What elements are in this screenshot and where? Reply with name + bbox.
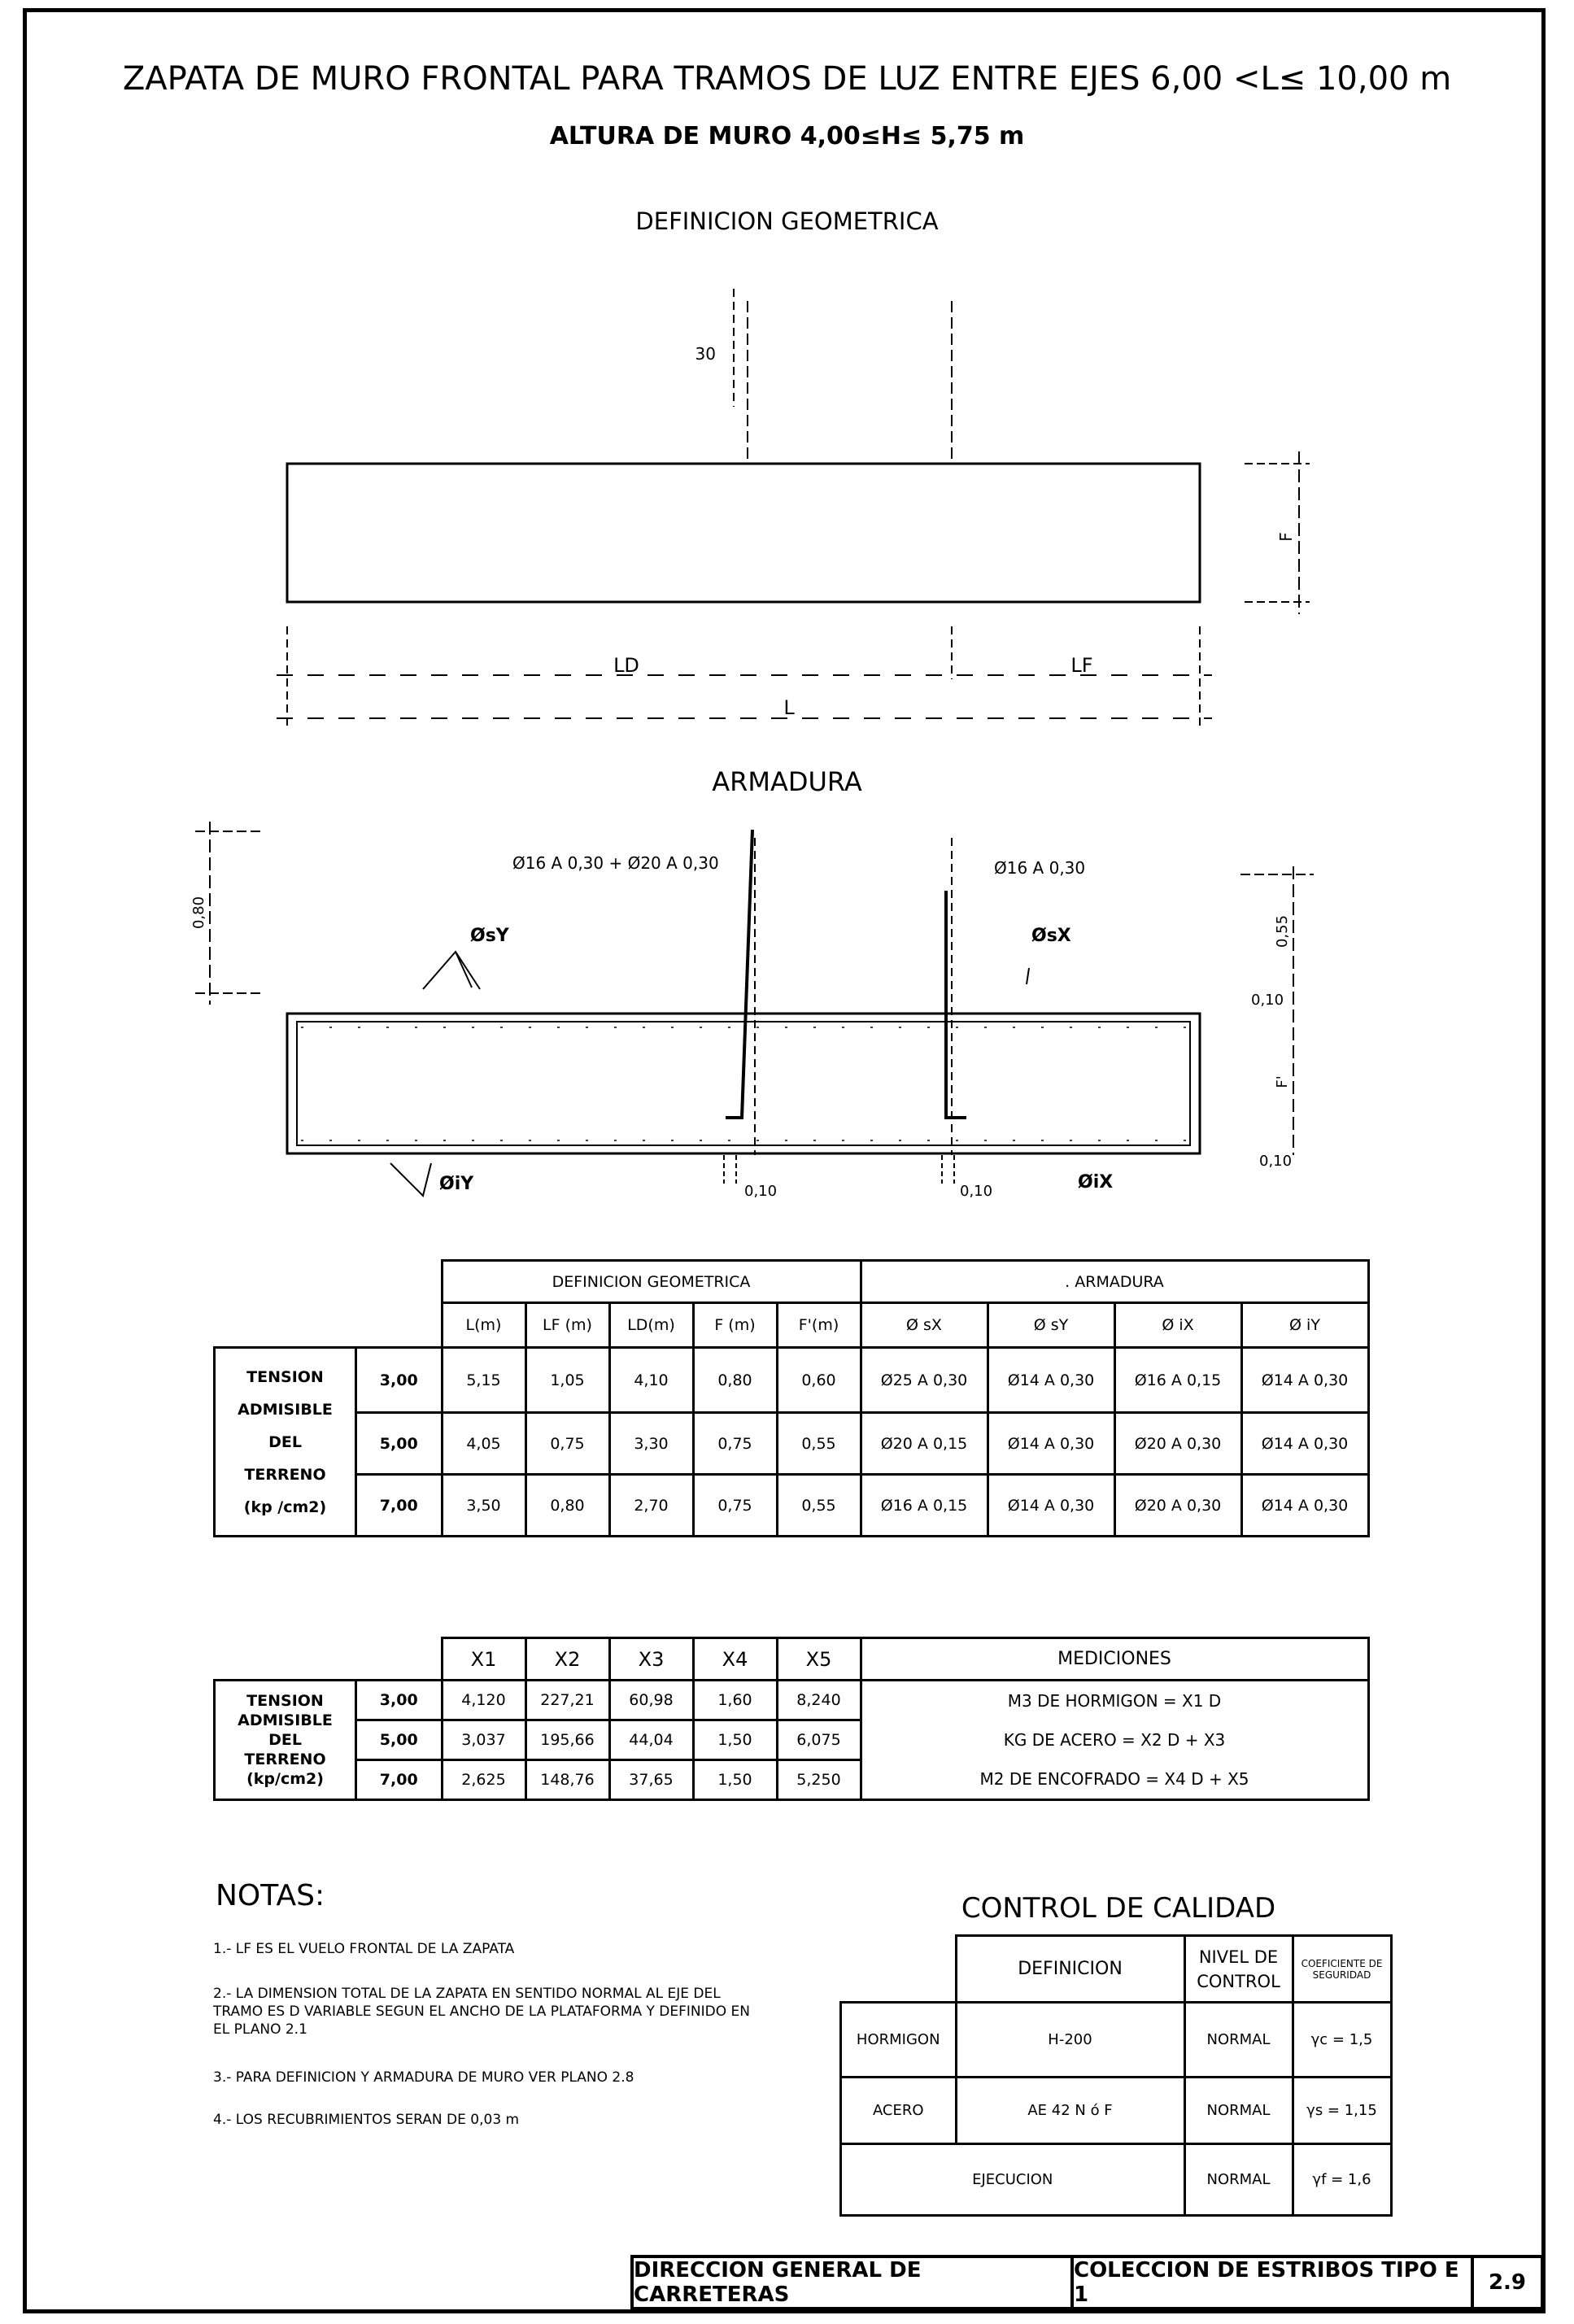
table-cell: 6,075 xyxy=(777,1720,861,1760)
table-cell: 0,55 xyxy=(777,1475,861,1537)
table-cell: 4,05 xyxy=(442,1413,525,1475)
col-header: Ø sX xyxy=(861,1303,988,1348)
tension-value: 3,00 xyxy=(356,1348,443,1413)
table-cell: 3,037 xyxy=(442,1720,525,1760)
titleblock-org: DIRECCION GENERAL DE CARRETERAS xyxy=(630,2255,1074,2310)
tension-value: 7,00 xyxy=(356,1475,443,1537)
exec-coef: γf = 1,6 xyxy=(1293,2144,1391,2216)
table-cell: Ø20 A 0,30 xyxy=(1114,1475,1241,1537)
dim-010-a-label: 0,10 xyxy=(744,1183,778,1200)
table-cell: 2,625 xyxy=(442,1760,525,1800)
exec-label: EJECUCION xyxy=(841,2144,1185,2216)
titleblock-collection: COLECCION DE ESTRIBOS TIPO E 1 xyxy=(1070,2255,1474,2310)
row-label: ACERO xyxy=(841,2078,957,2144)
group-geo-header: DEFINICION GEOMETRICA xyxy=(442,1261,861,1303)
formula-encofrado: M2 DE ENCOFRADO = X4 D + X5 xyxy=(979,1769,1249,1789)
table-cell: 3,30 xyxy=(609,1413,693,1475)
dim-LF-label: LF xyxy=(1070,654,1093,677)
table-cell: Ø16 A 0,15 xyxy=(1114,1348,1241,1413)
table-cell: 0,60 xyxy=(777,1348,861,1413)
group-arm-header: . ARMADURA xyxy=(861,1261,1368,1303)
starter-bar-right xyxy=(946,891,966,1118)
dim-010-b-label: 0,10 xyxy=(960,1183,993,1200)
col-header: LF (m) xyxy=(525,1303,609,1348)
reinforcement-heading: ARMADURA xyxy=(712,766,862,797)
row-level: NORMAL xyxy=(1184,2078,1293,2144)
table-cell: 3,50 xyxy=(442,1475,525,1537)
table-cell: 1,60 xyxy=(693,1681,777,1720)
table-cell: Ø14 A 0,30 xyxy=(988,1413,1114,1475)
dim-F1-label: F' xyxy=(1274,1075,1291,1088)
table-cell: 2,70 xyxy=(609,1475,693,1537)
starter-bar-left xyxy=(726,830,752,1118)
exec-level: NORMAL xyxy=(1184,2144,1293,2216)
table-cell: 0,75 xyxy=(525,1413,609,1475)
table-cell: 1,50 xyxy=(693,1720,777,1760)
drawing-subtitle: ALTURA DE MURO 4,00≤H≤ 5,75 m xyxy=(549,122,1025,150)
table-cell: 4,10 xyxy=(609,1348,693,1413)
col-header: Ø iY xyxy=(1241,1303,1368,1348)
note-1: 1.- LF ES EL VUELO FRONTAL DE LA ZAPATA xyxy=(213,1941,515,1957)
col-header: F (m) xyxy=(693,1303,777,1348)
table-cell: Ø14 A 0,30 xyxy=(1241,1475,1368,1537)
geometry-reinforcement-table xyxy=(213,1259,1370,1537)
note-4: 4.- LOS RECUBRIMIENTOS SERAN DE 0,03 m xyxy=(213,2112,520,2128)
table-cell: 44,04 xyxy=(609,1720,693,1760)
row-label: HORMIGON xyxy=(841,2003,957,2078)
geometry-drawing xyxy=(0,268,1574,756)
table-cell: 227,21 xyxy=(525,1681,609,1720)
note-2: 2.- LA DIMENSION TOTAL DE LA ZAPATA EN SENTIDO NORMAL AL EJE DEL TRAMO ES D VARIABLE SEGUN EL ANCHO DE LA PLATAFORMA Y DEFINIDO EN EL PLANO 2.1 xyxy=(213,1986,750,2038)
table-cell: 0,75 xyxy=(693,1475,777,1537)
col-header: Ø iX xyxy=(1114,1303,1241,1348)
table-cell: 148,76 xyxy=(525,1760,609,1800)
col-header: X3 xyxy=(609,1638,693,1681)
notes-heading: NOTAS: xyxy=(216,1879,325,1912)
table-cell: Ø14 A 0,30 xyxy=(1241,1413,1368,1475)
table-cell: 5,15 xyxy=(442,1348,525,1413)
dim-055-label: 0,55 xyxy=(1274,914,1291,948)
col-header: X5 xyxy=(777,1638,861,1681)
label-ix: ØiX xyxy=(1078,1172,1114,1193)
table-cell: 0,75 xyxy=(693,1413,777,1475)
col-header: X1 xyxy=(442,1638,525,1681)
titleblock-sheet: 2.9 xyxy=(1471,2255,1544,2310)
tension-side-label: TENSION ADMISIBLE DEL TERRENO (kp/cm2) xyxy=(215,1681,356,1800)
row-coef: γs = 1,15 xyxy=(1293,2078,1391,2144)
col-header: Ø sY xyxy=(988,1303,1114,1348)
formula-hormigon: M3 DE HORMIGON = X1 D xyxy=(1007,1691,1222,1711)
table-cell: 60,98 xyxy=(609,1681,693,1720)
table-cell: Ø14 A 0,30 xyxy=(988,1475,1114,1537)
table-cell: 0,80 xyxy=(525,1475,609,1537)
col-header: F'(m) xyxy=(777,1303,861,1348)
table-cell: 1,50 xyxy=(693,1760,777,1800)
table-cell: 1,05 xyxy=(525,1348,609,1413)
table-cell: Ø16 A 0,15 xyxy=(861,1475,988,1537)
row-def: AE 42 N ó F xyxy=(956,2078,1184,2144)
geometry-heading: DEFINICION GEOMETRICA xyxy=(635,207,939,235)
drawing-title: ZAPATA DE MURO FRONTAL PARA TRAMOS DE LUZ ENTRE EJES 6,00 <L≤ 10,00 m xyxy=(122,60,1452,98)
tension-value: 5,00 xyxy=(356,1413,443,1475)
col-nivel: NIVEL DE CONTROL xyxy=(1184,1936,1293,2003)
dim-010-bot-label: 0,10 xyxy=(1259,1153,1293,1170)
bar-label-right: Ø16 A 0,30 xyxy=(994,858,1086,878)
table-cell: Ø20 A 0,15 xyxy=(861,1413,988,1475)
table-cell: Ø20 A 0,30 xyxy=(1114,1413,1241,1475)
formula-acero: KG DE ACERO = X2 D + X3 xyxy=(1003,1730,1226,1750)
label-sx: ØsX xyxy=(1031,926,1071,946)
note-3: 3.- PARA DEFINICION Y ARMADURA DE MURO VER PLANO 2.8 xyxy=(213,2069,634,2086)
table-cell: 37,65 xyxy=(609,1760,693,1800)
dim-LD-label: LD xyxy=(613,654,639,677)
col-header: L(m) xyxy=(442,1303,525,1348)
tension-value: 5,00 xyxy=(356,1720,443,1760)
col-header: LD(m) xyxy=(609,1303,693,1348)
table-cell: 0,80 xyxy=(693,1348,777,1413)
reinforcement-drawing xyxy=(0,813,1574,1253)
tension-side-label: TENSION ADMISIBLE DEL TERRENO (kp /cm2) xyxy=(215,1348,356,1537)
table-cell: 5,250 xyxy=(777,1760,861,1800)
col-definicion: DEFINICION xyxy=(956,1936,1184,2003)
table-cell: Ø25 A 0,30 xyxy=(861,1348,988,1413)
table-cell: 0,55 xyxy=(777,1413,861,1475)
measurements-table xyxy=(213,1637,1370,1801)
col-header: X2 xyxy=(525,1638,609,1681)
table-cell: 195,66 xyxy=(525,1720,609,1760)
row-coef: γc = 1,5 xyxy=(1293,2003,1391,2078)
tension-value: 3,00 xyxy=(356,1681,443,1720)
table-cell: Ø14 A 0,30 xyxy=(1241,1348,1368,1413)
table-cell: 8,240 xyxy=(777,1681,861,1720)
dim-L-label: L xyxy=(783,696,795,719)
label-iy: ØiY xyxy=(439,1174,474,1194)
mediciones-header: MEDICIONES xyxy=(861,1638,1368,1681)
table-cell: Ø14 A 0,30 xyxy=(988,1348,1114,1413)
tension-value: 7,00 xyxy=(356,1760,443,1800)
dim-080-label: 0,80 xyxy=(190,896,207,930)
quality-heading: CONTROL DE CALIDAD xyxy=(961,1892,1276,1925)
col-header: X4 xyxy=(693,1638,777,1681)
col-coeficiente: COEFICIENTE DE SEGURIDAD xyxy=(1293,1936,1391,2003)
footing-outline xyxy=(287,464,1200,602)
bar-label-left: Ø16 A 0,30 + Ø20 A 0,30 xyxy=(512,853,719,873)
table-cell: 4,120 xyxy=(442,1681,525,1720)
row-level: NORMAL xyxy=(1184,2003,1293,2078)
label-sy: ØsY xyxy=(470,926,509,946)
mediciones-formulas xyxy=(861,1681,1368,1800)
dim-F-label: F xyxy=(1276,532,1296,542)
row-def: H-200 xyxy=(956,2003,1184,2078)
dim-010-top-label: 0,10 xyxy=(1251,992,1284,1009)
quality-table xyxy=(839,1934,1393,2217)
dim-30-label: 30 xyxy=(695,344,716,364)
